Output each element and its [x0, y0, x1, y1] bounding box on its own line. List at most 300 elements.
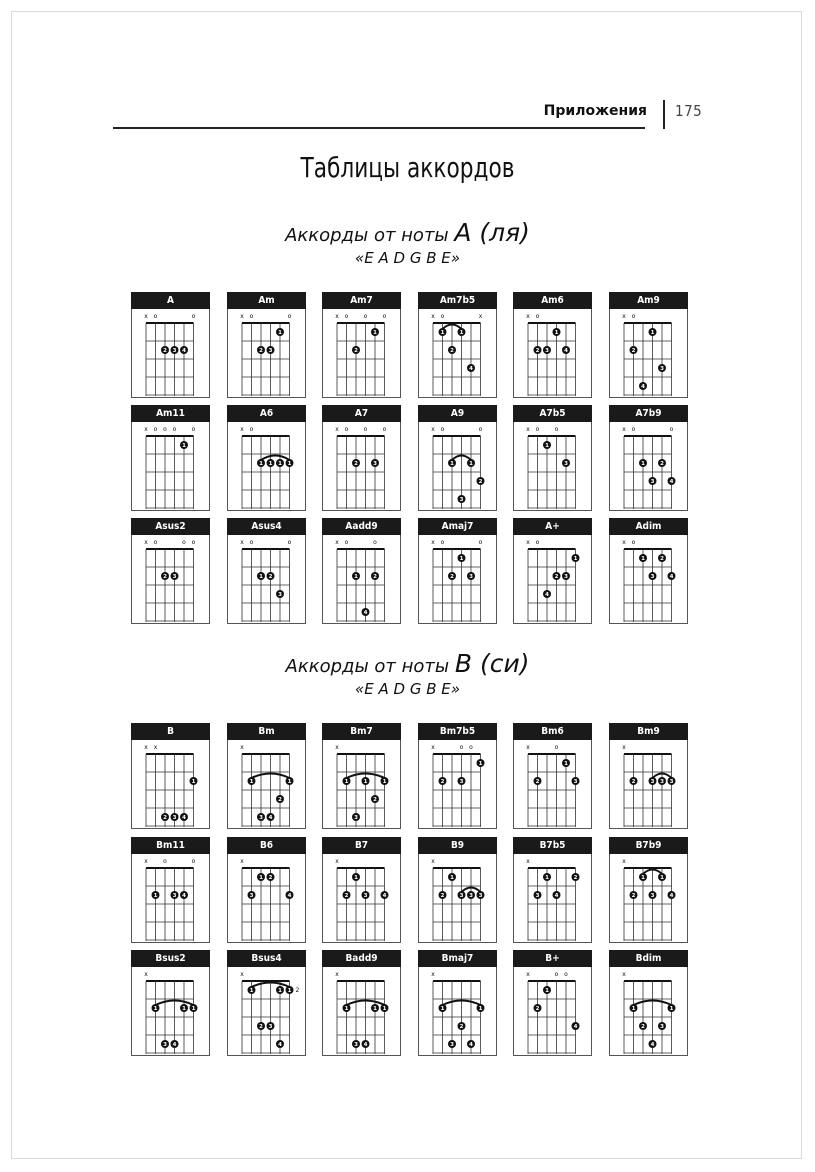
section-tuning: «E A D G B E»: [354, 249, 461, 267]
chord-name: A9: [418, 405, 497, 422]
finger-number: 3: [660, 1024, 664, 1031]
finger-number: 2: [440, 893, 445, 900]
chord-diagram: [228, 535, 305, 623]
finger-number: 3: [354, 815, 358, 822]
chord-name: Am6: [513, 292, 592, 309]
finger-number: 3: [573, 779, 578, 786]
open-string-marker: o: [440, 313, 445, 320]
finger-number: 3: [163, 1042, 167, 1049]
chord-name: Bmaj7: [418, 950, 497, 967]
finger-number: 4: [641, 384, 645, 391]
finger-number: 1: [278, 988, 282, 995]
finger-number: 3: [535, 893, 540, 900]
finger-number: 3: [545, 348, 549, 355]
open-string-marker: o: [564, 971, 568, 978]
finger-number: 2: [535, 348, 540, 355]
muted-string-marker: x: [335, 539, 339, 546]
finger-number: 2: [631, 893, 636, 900]
chord-name: Bm6: [513, 723, 592, 740]
finger-number: 1: [259, 461, 263, 468]
finger-number: 1: [354, 875, 358, 882]
finger-number: 1: [450, 875, 454, 882]
muted-string-marker: x: [240, 313, 244, 320]
muted-string-marker: x: [431, 426, 435, 433]
muted-string-marker: x: [144, 539, 148, 546]
open-string-marker: o: [554, 744, 559, 751]
chord-diagram: [514, 740, 591, 828]
chord-name: B7: [322, 837, 401, 854]
chord-card: [131, 950, 210, 1056]
finger-number: 1: [182, 443, 186, 450]
chord-name: Bm11: [131, 837, 210, 854]
muted-string-marker: x: [335, 971, 339, 978]
chord-name: Bsus2: [131, 950, 210, 967]
finger-number: 2: [631, 348, 636, 355]
chord-diagram: [514, 854, 591, 942]
finger-number: 2: [163, 348, 167, 355]
chord-name: Am9: [609, 292, 688, 309]
chord-card: [609, 292, 688, 398]
chord-diagram: [514, 535, 591, 623]
chord-diagram: [323, 309, 400, 397]
finger-number: 4: [278, 1042, 282, 1049]
chord-name: A7b5: [513, 405, 592, 422]
finger-number: 2: [459, 1024, 464, 1031]
chord-diagram: [132, 967, 209, 1055]
open-string-marker: o: [631, 426, 636, 433]
chord-diagram: [323, 535, 400, 623]
finger-number: 3: [650, 479, 655, 486]
finger-number: 4: [363, 610, 368, 617]
finger-number: 1: [631, 1006, 636, 1013]
chord-card: [322, 292, 401, 398]
finger-number: 4: [363, 1042, 368, 1049]
finger-number: 3: [469, 574, 473, 581]
chord-name: Bm9: [609, 723, 688, 740]
finger-number: 3: [363, 893, 368, 900]
muted-string-marker: x: [144, 426, 148, 433]
muted-string-marker: x: [335, 426, 339, 433]
muted-string-marker: x: [526, 971, 530, 978]
chord-name: Adim: [609, 518, 688, 535]
finger-number: 4: [469, 366, 473, 373]
chord-card: [609, 837, 688, 943]
chord-name: B: [131, 723, 210, 740]
muted-string-marker: x: [622, 313, 626, 320]
chord-card: [131, 405, 210, 511]
chord-card: [227, 837, 306, 943]
chord-card: [418, 950, 497, 1056]
finger-number: 3: [172, 815, 177, 822]
chord-diagram: [419, 740, 496, 828]
finger-number: 1: [182, 1006, 186, 1013]
finger-number: 2: [278, 797, 282, 804]
finger-number: 1: [354, 574, 358, 581]
finger-number: 4: [554, 893, 559, 900]
muted-string-marker: x: [622, 426, 626, 433]
finger-number: 3: [249, 893, 254, 900]
chord-card: [131, 723, 210, 829]
chord-card: [609, 518, 688, 624]
finger-number: 4: [382, 893, 387, 900]
chord-name: Bsus4: [227, 950, 306, 967]
finger-number: 3: [669, 779, 674, 786]
chord-name: B7b9: [609, 837, 688, 854]
finger-number: 1: [344, 1006, 349, 1013]
muted-string-marker: x: [153, 744, 158, 751]
finger-number: 1: [450, 461, 454, 468]
muted-string-marker: x: [335, 858, 339, 865]
finger-number: 1: [278, 461, 282, 468]
muted-string-marker: x: [335, 744, 339, 751]
chord-diagram: [419, 535, 496, 623]
chord-card: [513, 950, 592, 1056]
section-title-note: B (си): [454, 649, 530, 678]
chord-card: [131, 518, 210, 624]
chord-name: Am: [227, 292, 306, 309]
finger-number: 4: [182, 815, 186, 822]
chord-diagram: [132, 740, 209, 828]
fret-position-label: 2: [295, 987, 300, 994]
muted-string-marker: x: [240, 426, 244, 433]
finger-number: 4: [182, 348, 186, 355]
finger-number: 2: [631, 779, 636, 786]
chord-name: Am7b5: [418, 292, 497, 309]
finger-number: 4: [669, 574, 674, 581]
chord-name: B+: [513, 950, 592, 967]
finger-number: 1: [478, 761, 483, 768]
finger-number: 2: [268, 574, 273, 581]
open-string-marker: o: [153, 426, 158, 433]
muted-string-marker: x: [240, 858, 244, 865]
chord-card: [322, 518, 401, 624]
chord-card: [418, 518, 497, 624]
muted-string-marker: x: [622, 971, 626, 978]
finger-number: 4: [469, 1042, 473, 1049]
open-string-marker: o: [669, 426, 674, 433]
chord-diagram: [228, 309, 305, 397]
finger-number: 2: [344, 893, 349, 900]
open-string-marker: o: [191, 313, 196, 320]
finger-number: 1: [554, 330, 559, 337]
open-string-marker: o: [363, 313, 368, 320]
chord-diagram: [610, 309, 687, 397]
chord-name: Am11: [131, 405, 210, 422]
muted-string-marker: x: [240, 539, 244, 546]
open-string-marker: o: [535, 313, 540, 320]
finger-number: 1: [545, 875, 549, 882]
open-string-marker: o: [191, 858, 196, 865]
finger-number: 3: [450, 1042, 454, 1049]
open-string-marker: o: [373, 539, 377, 546]
open-string-marker: o: [172, 426, 177, 433]
finger-number: 3: [660, 779, 664, 786]
open-string-marker: o: [287, 313, 292, 320]
chord-card: [513, 837, 592, 943]
finger-number: 1: [287, 779, 292, 786]
finger-number: 2: [660, 461, 664, 468]
finger-number: 2: [373, 574, 377, 581]
section-tuning: «E A D G B E»: [354, 680, 461, 698]
chord-name: A6: [227, 405, 306, 422]
muted-string-marker: x: [431, 539, 435, 546]
open-string-marker: o: [249, 539, 254, 546]
muted-string-marker: x: [431, 744, 435, 751]
muted-string-marker: x: [526, 313, 530, 320]
muted-string-marker: x: [335, 313, 339, 320]
finger-number: 1: [459, 556, 464, 563]
finger-number: 1: [440, 330, 445, 337]
muted-string-marker: x: [622, 539, 626, 546]
finger-number: 3: [650, 779, 655, 786]
open-string-marker: o: [440, 539, 445, 546]
chord-diagram: [132, 422, 209, 510]
section-title-b: [0, 649, 815, 698]
finger-number: 1: [382, 1006, 387, 1013]
finger-number: 4: [650, 1042, 655, 1049]
finger-number: 2: [573, 875, 578, 882]
muted-string-marker: x: [144, 858, 148, 865]
finger-number: 3: [268, 1024, 273, 1031]
chord-diagram: [132, 854, 209, 942]
open-string-marker: o: [459, 744, 464, 751]
muted-string-marker: x: [144, 744, 148, 751]
finger-number: 3: [172, 893, 177, 900]
chord-card: [227, 950, 306, 1056]
barre-arc: [261, 456, 290, 461]
finger-number: 1: [344, 779, 349, 786]
chord-diagram: [610, 535, 687, 623]
chord-name: A: [131, 292, 210, 309]
chord-name: Asus2: [131, 518, 210, 535]
open-string-marker: o: [182, 539, 186, 546]
running-header-section: Приложения: [543, 103, 647, 119]
finger-number: 3: [459, 779, 464, 786]
chord-card: [609, 405, 688, 511]
finger-number: 1: [259, 574, 263, 581]
chord-diagram: [419, 967, 496, 1055]
finger-number: 2: [354, 348, 358, 355]
open-string-marker: o: [554, 971, 559, 978]
finger-number: 1: [249, 988, 254, 995]
chord-diagram: [610, 854, 687, 942]
chord-diagram: [132, 535, 209, 623]
finger-number: 1: [382, 779, 387, 786]
finger-number: 1: [650, 330, 655, 337]
chord-card: [418, 837, 497, 943]
finger-number: 3: [650, 574, 655, 581]
finger-number: 2: [259, 348, 263, 355]
finger-number: 3: [278, 592, 282, 599]
finger-number: 3: [564, 461, 568, 468]
muted-string-marker: x: [431, 858, 435, 865]
chord-name: A+: [513, 518, 592, 535]
chord-card: [322, 950, 401, 1056]
finger-number: 3: [459, 497, 464, 504]
finger-number: 4: [268, 815, 273, 822]
finger-number: 1: [459, 330, 464, 337]
finger-number: 1: [249, 779, 254, 786]
finger-number: 2: [450, 348, 454, 355]
chord-diagram: [514, 967, 591, 1055]
open-string-marker: o: [382, 426, 387, 433]
finger-number: 4: [669, 893, 674, 900]
finger-number: 1: [564, 761, 568, 768]
open-string-marker: o: [163, 426, 167, 433]
chord-card: [322, 837, 401, 943]
open-string-marker: o: [153, 313, 158, 320]
chord-card: [322, 405, 401, 511]
finger-number: 1: [268, 461, 273, 468]
open-string-marker: o: [191, 426, 196, 433]
finger-number: 2: [354, 461, 358, 468]
chord-diagram: [323, 422, 400, 510]
finger-number: 2: [268, 875, 273, 882]
open-string-marker: o: [344, 426, 349, 433]
finger-number: 3: [478, 893, 483, 900]
open-string-marker: o: [478, 426, 483, 433]
finger-number: 3: [172, 574, 177, 581]
muted-string-marker: x: [622, 858, 626, 865]
finger-number: 1: [287, 461, 292, 468]
chord-name: A7b9: [609, 405, 688, 422]
finger-number: 3: [172, 348, 177, 355]
finger-number: 1: [641, 556, 645, 563]
chord-diagram: [610, 422, 687, 510]
finger-number: 1: [641, 461, 645, 468]
finger-number: 2: [259, 1024, 263, 1031]
finger-number: 3: [469, 893, 473, 900]
open-string-marker: o: [469, 744, 473, 751]
finger-number: 4: [669, 479, 674, 486]
finger-number: 1: [153, 893, 158, 900]
open-string-marker: o: [344, 539, 349, 546]
open-string-marker: o: [249, 426, 254, 433]
chord-diagram: [228, 854, 305, 942]
chord-diagram: [514, 309, 591, 397]
chord-diagram: [323, 854, 400, 942]
muted-string-marker: x: [526, 539, 530, 546]
open-string-marker: o: [382, 313, 387, 320]
chord-card: [418, 723, 497, 829]
muted-string-marker: x: [622, 744, 626, 751]
muted-string-marker: x: [144, 971, 148, 978]
chord-card: [513, 292, 592, 398]
muted-string-marker: x: [478, 313, 483, 320]
finger-number: 1: [153, 1006, 158, 1013]
chord-card: [227, 723, 306, 829]
finger-number: 3: [564, 574, 568, 581]
open-string-marker: o: [191, 539, 196, 546]
muted-string-marker: x: [526, 426, 530, 433]
chord-name: Bm: [227, 723, 306, 740]
chord-diagram: [228, 967, 305, 1055]
finger-number: 1: [573, 556, 578, 563]
finger-number: 2: [478, 479, 483, 486]
finger-number: 2: [163, 574, 167, 581]
chord-diagram: [228, 422, 305, 510]
muted-string-marker: x: [240, 744, 244, 751]
chord-diagram: [228, 740, 305, 828]
chord-card: [513, 518, 592, 624]
finger-number: 1: [278, 330, 282, 337]
chord-name: Aadd9: [322, 518, 401, 535]
header-divider: [663, 100, 665, 129]
chord-diagram: [323, 740, 400, 828]
open-string-marker: o: [478, 539, 483, 546]
open-string-marker: o: [440, 426, 445, 433]
chord-card: [609, 723, 688, 829]
chord-diagram: [610, 967, 687, 1055]
open-string-marker: o: [153, 539, 158, 546]
open-string-marker: o: [249, 313, 254, 320]
finger-number: 3: [259, 815, 263, 822]
chord-diagram: [610, 740, 687, 828]
finger-number: 1: [373, 1006, 377, 1013]
chord-card: [227, 292, 306, 398]
open-string-marker: o: [554, 426, 559, 433]
open-string-marker: o: [631, 539, 636, 546]
finger-number: 3: [354, 1042, 358, 1049]
finger-number: 2: [660, 556, 664, 563]
chord-name: Bm7: [322, 723, 401, 740]
section-title-a: [0, 218, 815, 267]
finger-number: 1: [669, 1006, 674, 1013]
chord-name: Am7: [322, 292, 401, 309]
chord-diagram: [323, 967, 400, 1055]
chord-card: [131, 292, 210, 398]
finger-number: 1: [373, 330, 377, 337]
finger-number: 1: [287, 988, 292, 995]
finger-number: 1: [545, 988, 549, 995]
finger-number: 1: [191, 1006, 196, 1013]
finger-number: 3: [650, 893, 655, 900]
chord-card: [513, 405, 592, 511]
finger-number: 3: [660, 366, 664, 373]
chord-diagram: [132, 309, 209, 397]
finger-number: 2: [641, 1024, 645, 1031]
open-string-marker: o: [535, 539, 540, 546]
muted-string-marker: x: [431, 313, 435, 320]
chord-card: [609, 950, 688, 1056]
finger-number: 1: [469, 461, 473, 468]
muted-string-marker: x: [431, 971, 435, 978]
header-rule: [113, 127, 645, 129]
finger-number: 2: [535, 1006, 540, 1013]
finger-number: 4: [172, 1042, 177, 1049]
page-title: Таблицы аккордов: [300, 151, 515, 184]
chord-name: Badd9: [322, 950, 401, 967]
finger-number: 4: [573, 1024, 578, 1031]
chord-diagram: [419, 422, 496, 510]
chord-card: [322, 723, 401, 829]
section-title-prefix: Аккорды от ноты: [285, 656, 455, 677]
open-string-marker: o: [631, 313, 636, 320]
chord-diagram: [514, 422, 591, 510]
finger-number: 2: [440, 779, 445, 786]
chord-name: B6: [227, 837, 306, 854]
chord-name: Asus4: [227, 518, 306, 535]
page-number: 175: [675, 102, 703, 120]
finger-number: 2: [163, 815, 167, 822]
finger-number: 1: [191, 779, 196, 786]
chord-name: Bdim: [609, 950, 688, 967]
finger-number: 2: [373, 797, 377, 804]
muted-string-marker: x: [526, 744, 530, 751]
open-string-marker: o: [363, 426, 368, 433]
open-string-marker: o: [287, 539, 292, 546]
open-string-marker: o: [163, 858, 167, 865]
